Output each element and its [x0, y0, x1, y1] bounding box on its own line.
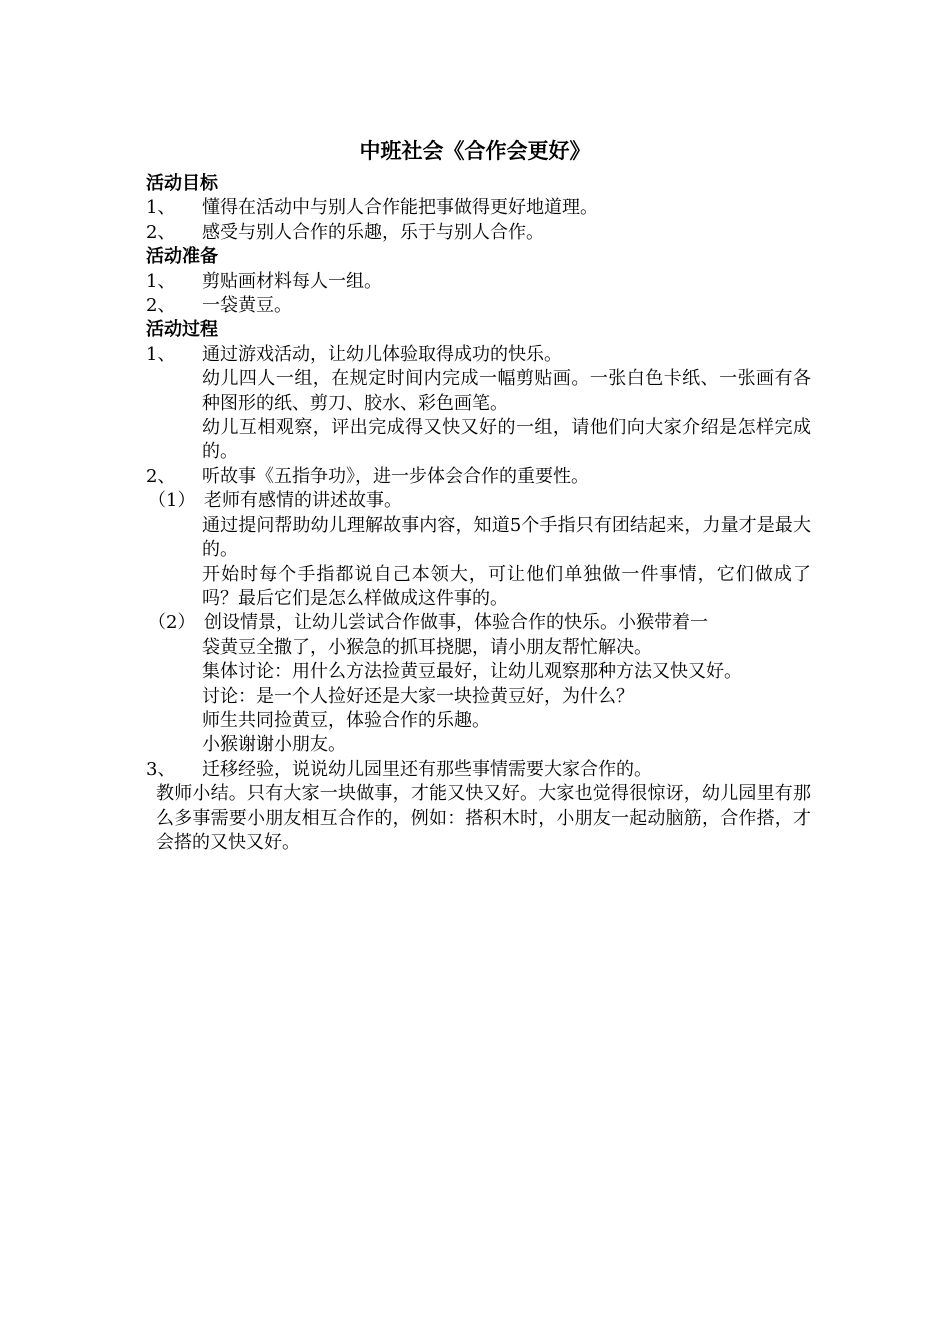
- prep-item-text: 剪贴画材料每人一组。: [202, 270, 382, 292]
- substep-text: 老师有感情的讲述故事。: [204, 490, 402, 512]
- section-heading-prep: 活动准备: [146, 246, 218, 268]
- step-text: 听故事《五指争功》，进一步体会合作的重要性。: [202, 465, 589, 487]
- step-text: 通过游戏活动，让幼儿体验取得成功的快乐。: [202, 343, 562, 365]
- goal-item-number: 1、: [146, 197, 176, 219]
- substep-paragraph: 讨论：是一个人捡好还是大家一块捡黄豆好，为什么？: [202, 685, 634, 707]
- step-text: 迁移经验，说说幼儿园里还有那些事情需要大家合作的。: [202, 758, 652, 780]
- prep-item-text: 一袋黄豆。: [202, 295, 292, 317]
- step-paragraph: 幼儿四人一组，在规定时间内完成一幅剪贴画。一张白色卡纸、一张画有各种图形的纸、剪刀、胶水、彩色画笔。: [202, 368, 811, 414]
- goal-item-text: 懂得在活动中与别人合作能把事做得更好地道理。: [202, 197, 598, 219]
- substep-paragraph: 开始时每个手指都说自己本领大，可让他们单独做一件事情，它们做成了吗？最后它们是怎么样做成这件事的。: [202, 563, 811, 609]
- step-number: 2、: [146, 465, 176, 487]
- process-step-1: [146, 343, 811, 367]
- process-step-3: [146, 758, 811, 782]
- process-step-2: [146, 465, 811, 489]
- step-number: 1、: [146, 343, 176, 365]
- substep-paragraph: 师生共同捡黄豆，体验合作的乐趣。: [202, 709, 490, 731]
- teacher-summary: 教师小结。只有大家一块做事，才能又快又好。大家也觉得很惊讶，幼儿园里有那么多事需要小朋友相互合作的，例如：搭积木时，小朋友一起动脑筋，合作搭，才会搭的又快又好。: [156, 783, 811, 853]
- prep-item-number: 1、: [146, 270, 176, 292]
- substep-2: [146, 611, 811, 635]
- document-body: [146, 172, 811, 855]
- prep-item: [146, 270, 811, 294]
- substep-marker: （1）: [148, 490, 196, 512]
- goal-item: [146, 196, 811, 220]
- goal-item-text: 感受与别人合作的乐趣，乐于与别人合作。: [202, 221, 544, 243]
- substep-paragraph: 小猴谢谢小朋友。: [202, 734, 346, 756]
- prep-item: [146, 294, 811, 318]
- substep-paragraph: 通过提问帮助幼儿理解故事内容，知道5个手指只有团结起来，力量才是最大的。: [202, 514, 811, 561]
- section-heading-process: 活动过程: [146, 319, 218, 341]
- goal-item-number: 2、: [146, 221, 176, 243]
- step-paragraph: 幼儿互相观察，评出完成得又快又好的一组，请他们向大家介绍是怎样完成的。: [202, 417, 811, 463]
- substep-text-continued: 袋黄豆全撒了，小猴急的抓耳挠腮，请小朋友帮忙解决。: [202, 636, 652, 658]
- prep-item-number: 2、: [146, 295, 176, 317]
- goal-item: [146, 221, 811, 245]
- section-heading-goals: 活动目标: [146, 173, 218, 194]
- substep-marker: （2）: [148, 612, 196, 634]
- step-number: 3、: [146, 758, 176, 780]
- substep-1: [146, 489, 811, 513]
- substep-paragraph: 集体讨论：用什么方法捡黄豆最好，让幼儿观察那种方法又快又好。: [202, 661, 742, 683]
- substep-text: 创设情景，让幼儿尝试合作做事，体验合作的快乐。小猴带着一: [204, 612, 708, 634]
- document-title: 中班社会《合作会更好》: [359, 139, 591, 163]
